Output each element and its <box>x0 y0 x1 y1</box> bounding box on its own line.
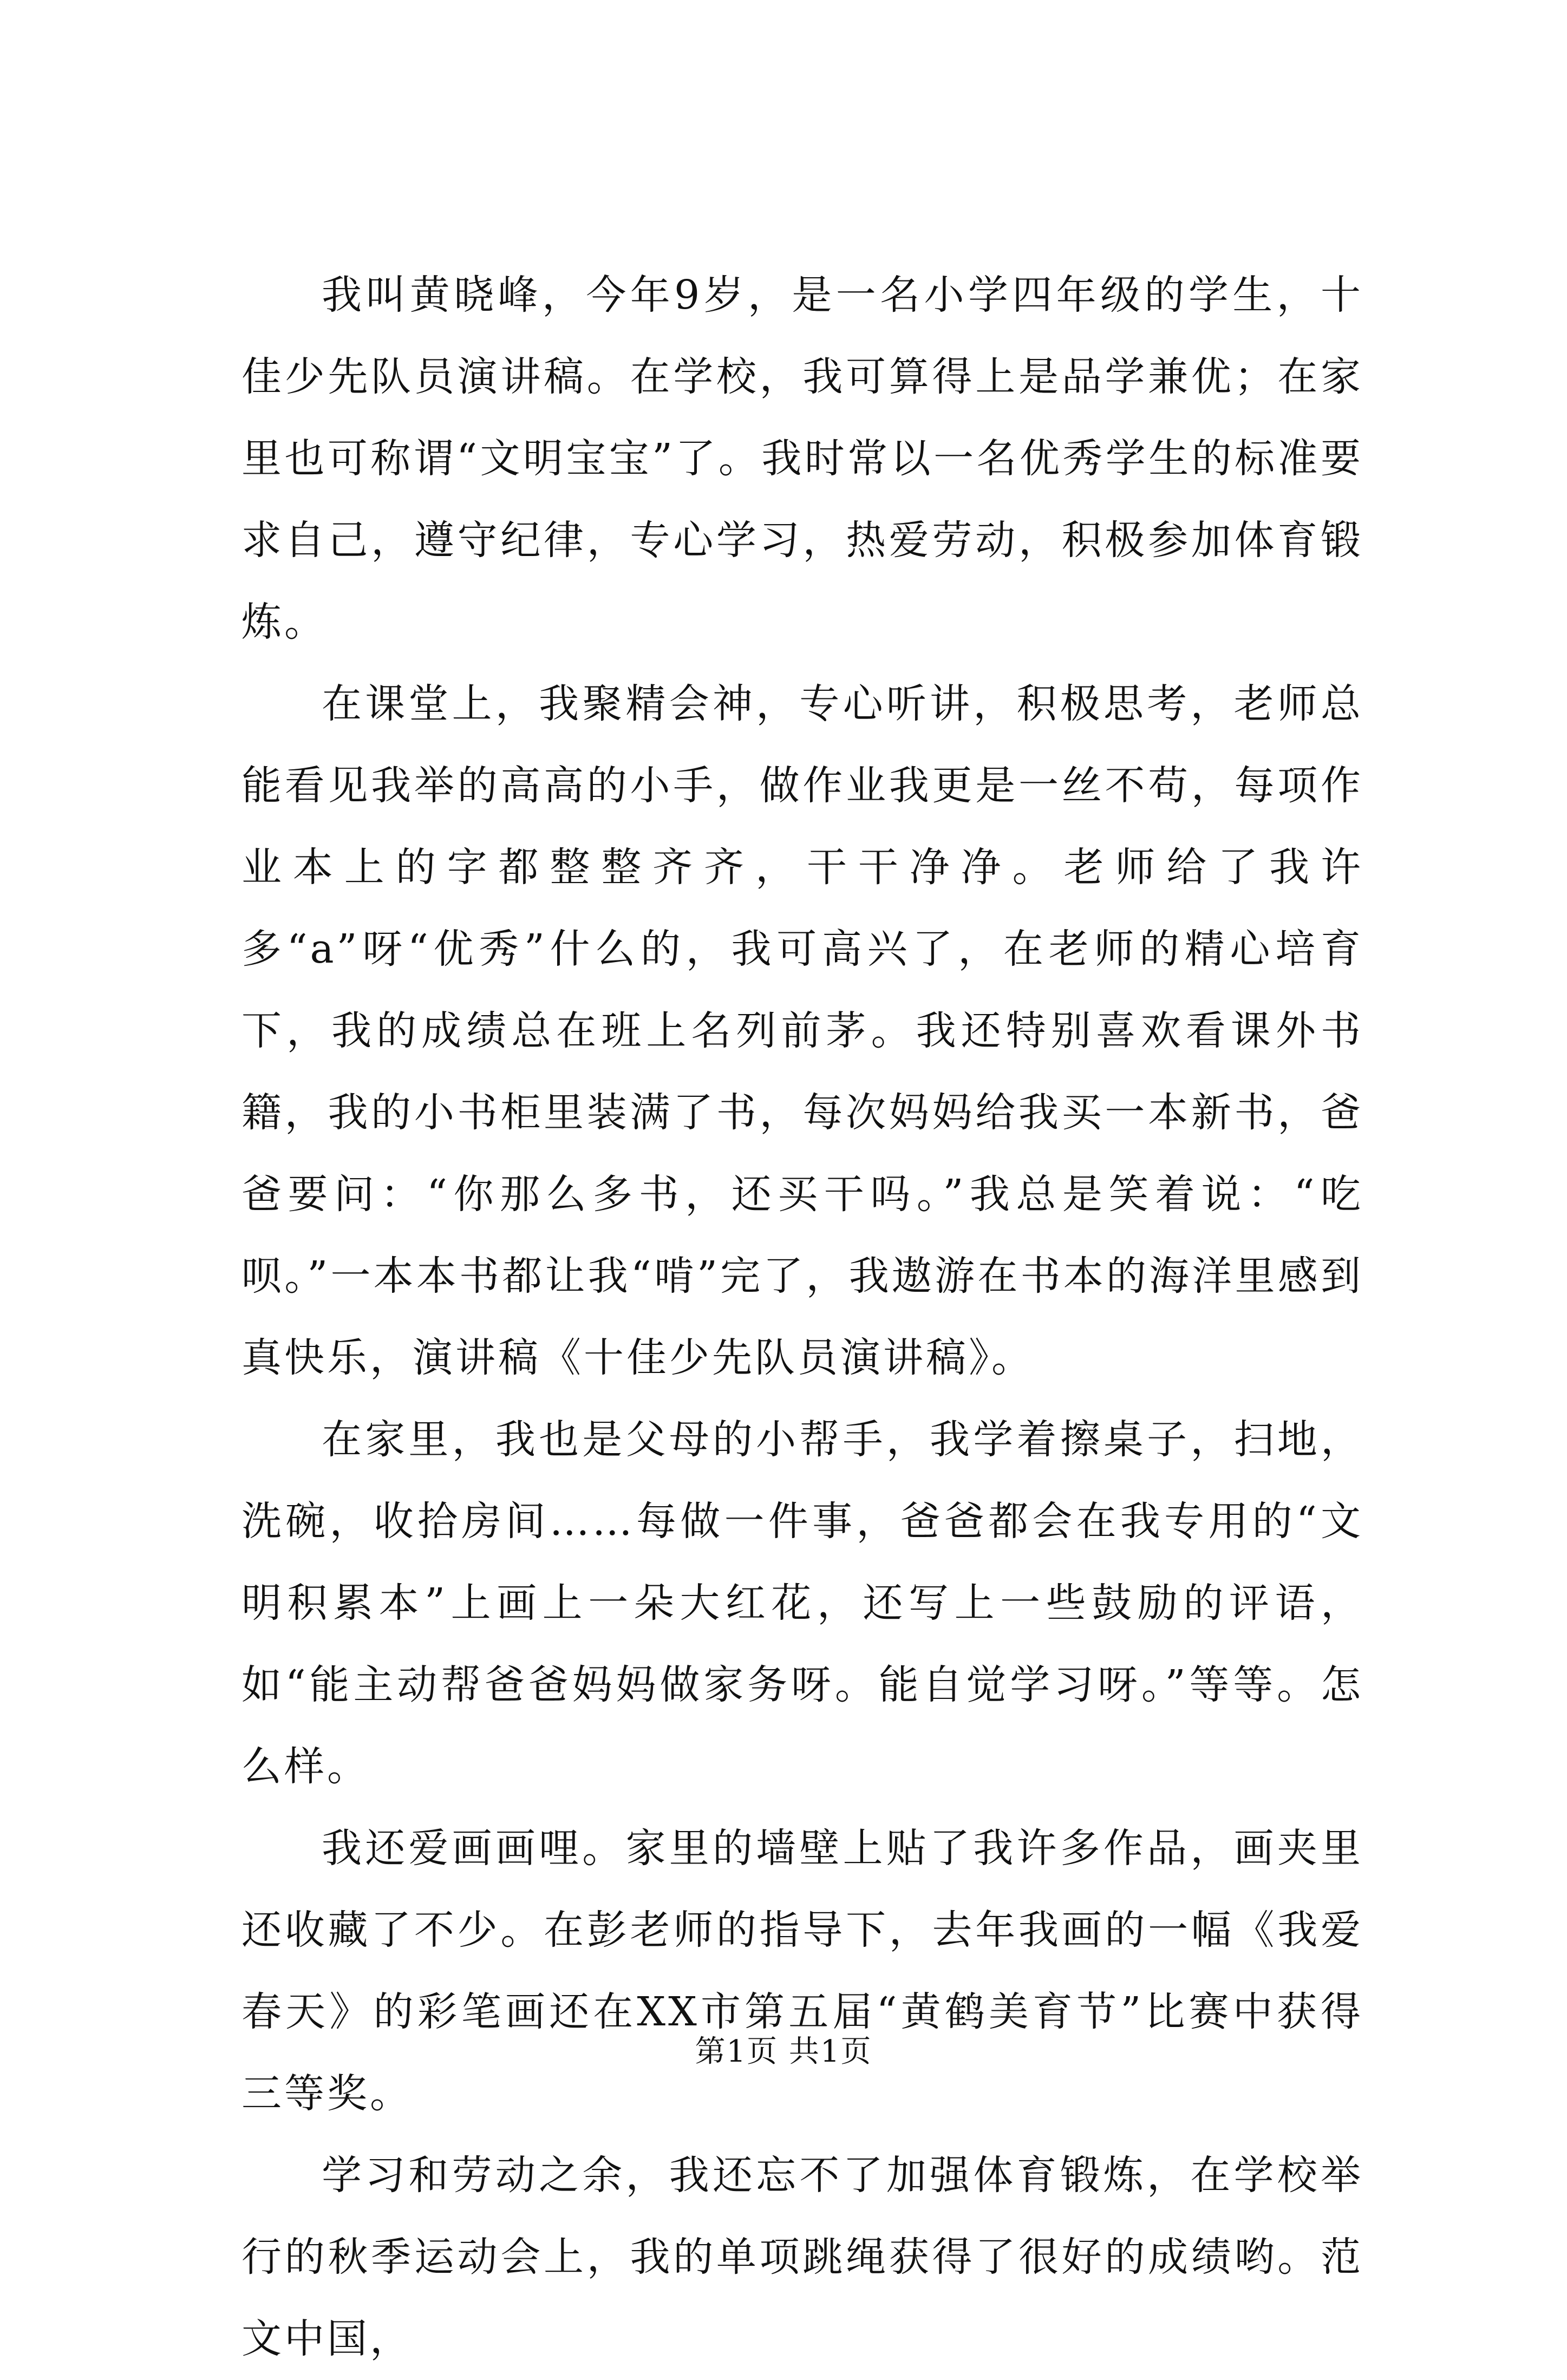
paragraph-5: 学习和劳动之余，我还忘不了加强体育锻炼，在学校举行的秋季运动会上，我的单项跳绳获得了很好的成绩哟。范文中国， <box>241 2152 1363 2362</box>
paragraph-1: 我叫黄晓峰，今年9岁，是一名小学四年级的学生，十佳少先队员演讲稿。在学校，我可算得上是品学兼优；在家里也可称谓“文明宝宝”了。我时常以一名优秀学生的标准要求自己，遵守纪律，专心学习，热爱劳动，积极参加体育锻炼。 <box>241 272 1363 645</box>
paragraph-3: 在家里，我也是父母的小帮手，我学着擦桌子，扫地，洗碗，收拾房间……每做一件事，爸爸都会在我专用的“文明积累本”上画上一朵大红花，还写上一些鼓励的评语，如“能主动帮爸爸妈妈做家务呀。能自觉学习呀。”等等。怎么样。 <box>241 1416 1363 1790</box>
paragraph-2: 在课堂上，我聚精会神，专心听讲，积极思考，老师总能看见我举的高高的小手，做作业我更是一丝不苟，每项作业本上的字都整整齐齐，干干净净。老师给了我许多“a”呀“优秀”什么的，我可高兴了，在老师的精心培育下，我的成绩总在班上名列前茅。我还特别喜欢看课外书籍，我的小书柜里装满了书，每次妈妈给我买一本新书，爸爸要问：“你那么多书，还买干吗。”我总是笑着说：“吃呗。”一本本书都让我“啃”完了，我遨游在书本的海洋里感到真快乐，演讲稿《十佳少先队员演讲稿》。 <box>241 681 1363 1381</box>
paragraph-4: 我还爱画画哩。家里的墙壁上贴了我许多作品，画夹里还收藏了不少。在彭老师的指导下，去年我画的一幅《我爱春天》的彩笔画还在XX市第五届“黄鹤美育节”比赛中获得三等奖。 <box>241 1825 1363 2117</box>
page-footer: 第1页 共1页 <box>695 2034 872 2069</box>
